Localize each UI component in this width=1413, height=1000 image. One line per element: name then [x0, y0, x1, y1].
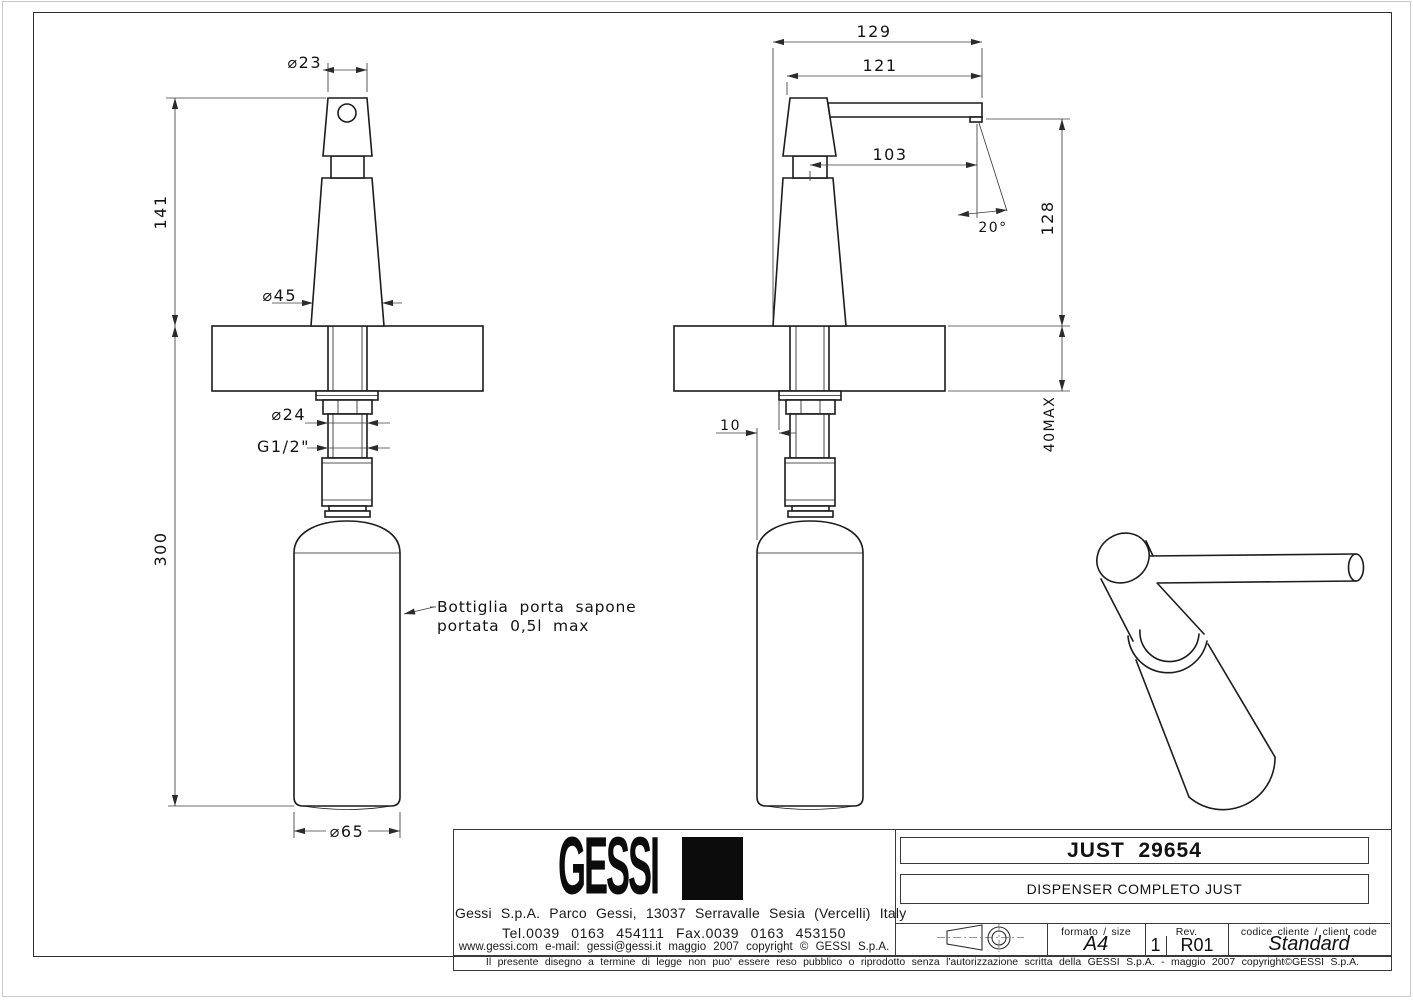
rev-label: Rev.	[1175, 926, 1198, 938]
dim-label-d23: ⌀23	[287, 53, 322, 72]
product-description: DISPENSER COMPLETO JUST	[900, 874, 1369, 904]
threaded-pipe-front	[328, 414, 367, 458]
pump-head-front	[323, 98, 372, 156]
dim-label-d45: ⌀45	[262, 286, 297, 305]
bottle-note-line2: portata 0,5l max	[437, 617, 590, 635]
spout	[828, 103, 982, 117]
cone-3d	[1136, 660, 1189, 797]
dim-label-141: 141	[151, 194, 170, 230]
company-web-copyright: www.gessi.com e-mail: gessi@gessi.it maggio 2007 copyright © GESSI S.p.A.	[458, 941, 890, 953]
first-angle-projection-icon	[900, 923, 1050, 955]
dim-label-128: 128	[1038, 200, 1057, 236]
dim-label-121: 121	[862, 56, 898, 75]
soap-bottle-side	[757, 521, 863, 806]
neck-front	[331, 156, 364, 178]
dim-label-d65: ⌀65	[329, 822, 365, 841]
dim-label-103: 103	[872, 145, 908, 164]
client-code-value: Standard	[1268, 933, 1350, 955]
side-view	[674, 22, 1070, 810]
spout-3d	[1147, 554, 1356, 556]
rev-number: 1	[1150, 935, 1161, 955]
client-code-label: codice cliente / client code	[1240, 926, 1378, 938]
front-view	[151, 53, 637, 841]
bottle-note-line1: Bottiglia porta sapone	[437, 598, 637, 616]
isometric-view	[1087, 523, 1363, 809]
dim-label-thread: G1/2"	[256, 437, 310, 456]
gessi-logo-square-icon	[682, 837, 743, 900]
dim-label-d24: ⌀24	[271, 405, 306, 424]
gessi-logo-text: GESSI	[558, 820, 658, 912]
company-phone: Tel.0039 0163 454111 Fax.0039 0163 453150	[502, 925, 846, 941]
hex-nut-side	[786, 400, 835, 414]
cone-body-front	[311, 178, 384, 326]
dim-label-129: 129	[856, 22, 892, 41]
collar-ring-3d	[1128, 636, 1207, 673]
dim-label-10: 10	[720, 418, 741, 434]
coupling-front	[322, 458, 372, 506]
dim-label-40max: 40MAX	[1042, 395, 1058, 453]
gessi-logo	[558, 820, 796, 912]
soap-bottle-front	[294, 521, 400, 806]
side-dimensions	[716, 22, 1070, 540]
format-label: formato / size	[1061, 926, 1131, 938]
dim-label-20deg: 20°	[978, 220, 1008, 236]
pump-button-3d	[1087, 523, 1158, 593]
legal-disclaimer: Il presente disegno a termine di legge non puo' essere reso pubblico o riprodotto senza l'autorizzazione scritta della GESSI S.p.A. - maggio 2007 copyright©GESSI S.p.A.	[453, 955, 1392, 971]
dim-label-300: 300	[151, 531, 170, 567]
cone-body-side	[773, 178, 846, 326]
company-address: Gessi S.p.A. Parco Gessi, 13037 Serravalle Sesia (Vercelli) Italy	[455, 905, 907, 921]
spout-outlet	[970, 117, 982, 122]
format-value: A4	[1083, 933, 1109, 955]
spout-end-3d	[1349, 554, 1364, 581]
coupling-side	[785, 458, 835, 506]
product-code: JUST 29654	[900, 837, 1369, 864]
rev-value: R01	[1180, 935, 1214, 955]
hex-nut-front	[323, 400, 372, 414]
